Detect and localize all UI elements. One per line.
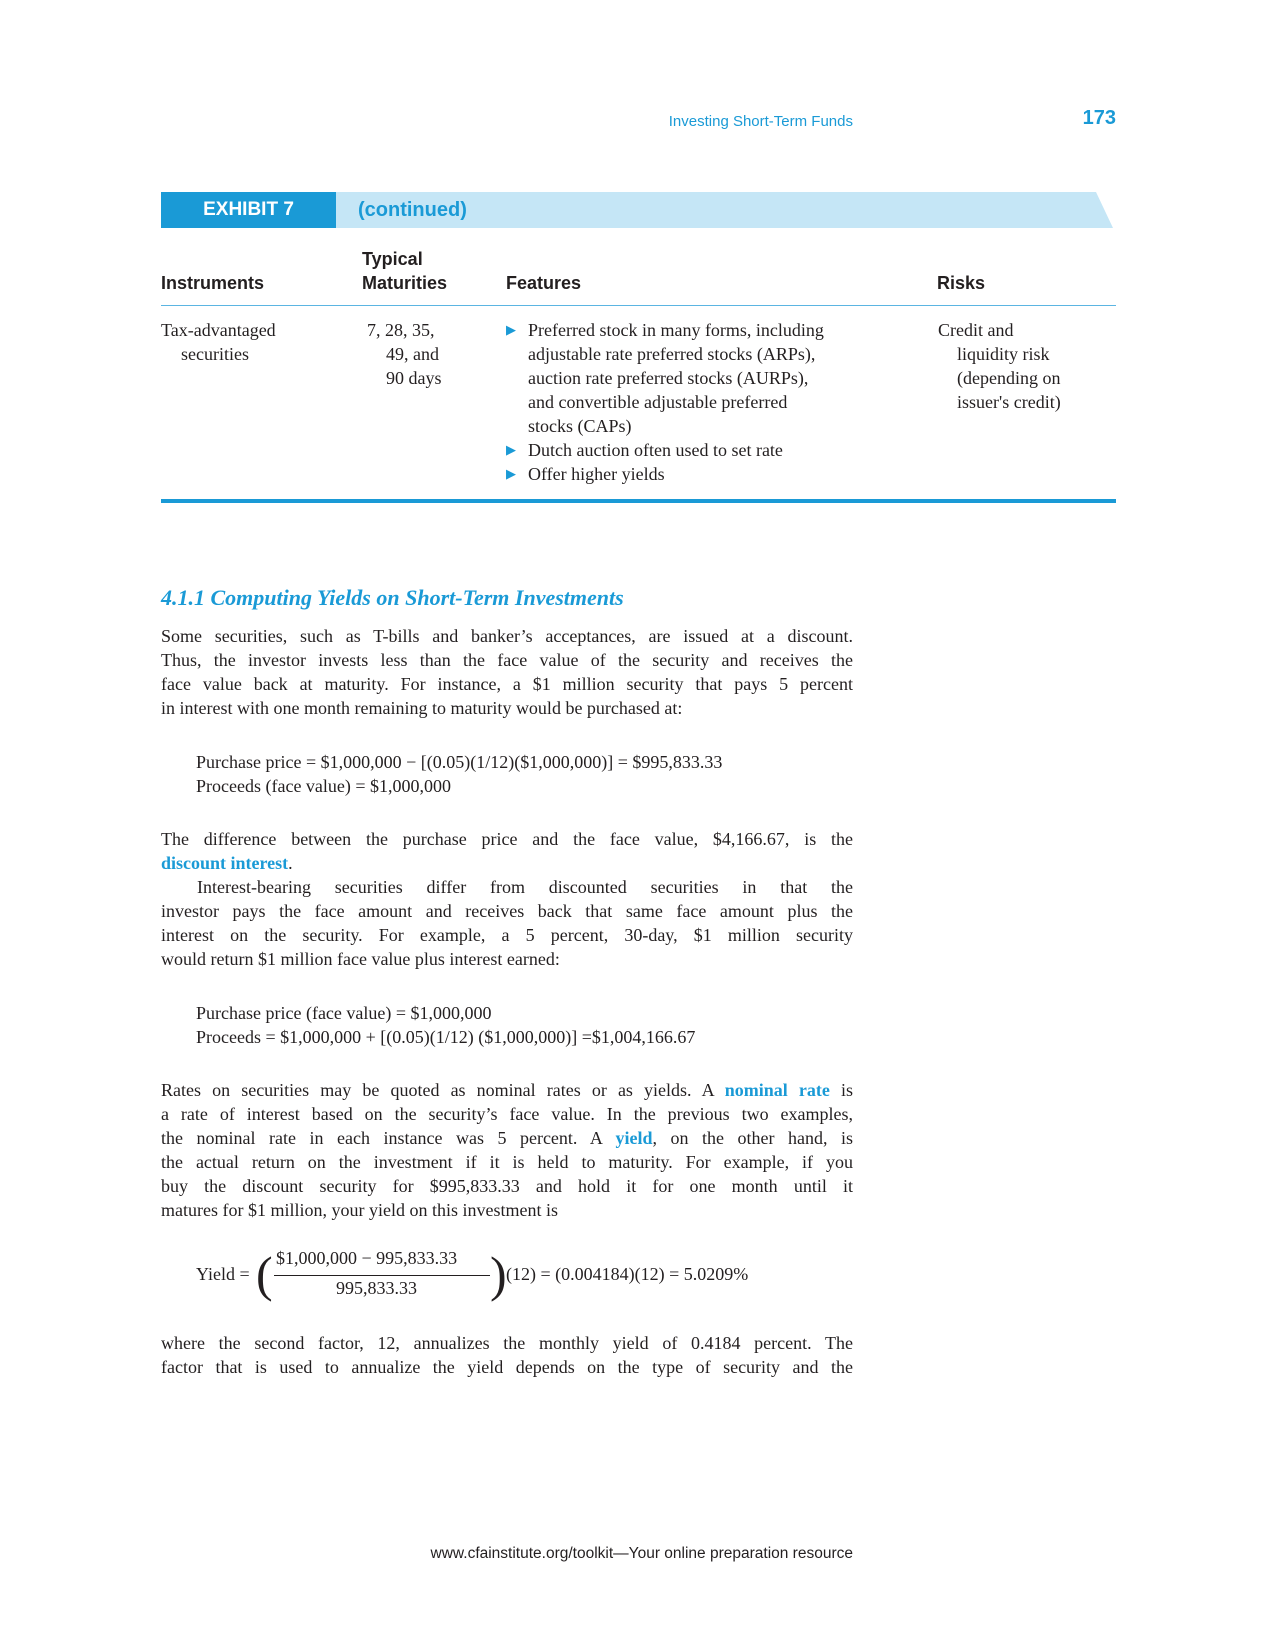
- cell-risks: [938, 318, 1061, 414]
- keyword-yield: yield: [615, 1128, 653, 1148]
- left-paren: (: [256, 1246, 273, 1302]
- text-line: where the second factor, 12, annualizes the monthly yield of 0.4184 percent. The: [161, 1333, 853, 1353]
- col-header-features: Features: [506, 273, 582, 293]
- risk-line: (depending on: [957, 368, 1061, 388]
- equation-purchase-price-face: Purchase price (face value) = $1,000,000: [196, 1003, 492, 1023]
- table-bottom-rule: [161, 499, 1116, 503]
- feature-line: and convertible adjustable preferred: [528, 392, 788, 412]
- col-header-maturities: [362, 247, 447, 295]
- text-line: Thus, the investor invests less than the face value of the security and receives the: [161, 650, 853, 670]
- text-line: investor pays the face amount and receives back that same face amount plus the: [161, 901, 853, 921]
- text-line: the actual return on the investment if it is held to maturity. For example, if you: [161, 1152, 853, 1172]
- text-line: a rate of interest based on the security’s face value. In the previous two examples,: [161, 1104, 853, 1124]
- fraction-bar: [274, 1275, 490, 1276]
- cell-maturities: [367, 318, 442, 390]
- text-fragment: , on the other hand, is: [652, 1128, 853, 1148]
- paragraph-2: [161, 827, 853, 875]
- instrument-line: Tax-advantaged: [161, 320, 276, 340]
- text-line: [161, 851, 853, 875]
- text-line: buy the discount security for $995,833.33 and hold it for one month until it: [161, 1176, 853, 1196]
- text-line: factor that is used to annualize the yield depends on the type of security and the: [161, 1357, 853, 1377]
- feature-line: Dutch auction often used to set rate: [528, 440, 783, 460]
- bullet-triangle-icon: ▶: [506, 442, 516, 457]
- text-line: would return $1 million face value plus interest earned:: [161, 949, 560, 969]
- yield-numerator: $1,000,000 − 995,833.33: [276, 1248, 458, 1268]
- text-line: matures for $1 million, your yield on this investment is: [161, 1200, 558, 1220]
- feature-line: stocks (CAPs): [528, 416, 632, 436]
- running-head: Investing Short-Term Funds: [668, 113, 853, 130]
- text-line: [161, 1126, 853, 1150]
- feature-line: Preferred stock in many forms, including: [528, 320, 824, 340]
- text-fragment: .: [288, 853, 293, 873]
- equation-proceeds: Proceeds (face value) = $1,000,000: [196, 776, 452, 796]
- equation-purchase-price: Purchase price = $1,000,000 − [(0.05)(1/12)($1,000,000)] = $995,833.33: [196, 752, 723, 772]
- col-header-instruments: Instruments: [161, 273, 265, 293]
- text-fragment: is: [829, 1080, 853, 1100]
- risk-line: issuer's credit): [957, 392, 1061, 412]
- feature-line: auction rate preferred stocks (AURPs),: [528, 368, 809, 388]
- text-fragment: the nominal rate in each instance was 5 percent. A: [161, 1128, 616, 1148]
- equation-proceeds-interest: Proceeds = $1,000,000 + [(0.05)(1/12) ($1,000,000)] =$1,004,166.67: [196, 1027, 696, 1047]
- right-paren: ): [490, 1246, 507, 1302]
- text-line: The difference between the purchase price and the face value, $4,166.67, is the: [161, 829, 853, 849]
- paragraph-5: [161, 1331, 853, 1379]
- keyword-discount-interest: discount interest: [161, 853, 289, 873]
- col-header-risks: Risks: [937, 273, 986, 293]
- instrument-line: securities: [181, 344, 249, 364]
- table-header-rule: [161, 305, 1116, 306]
- feature-line: Offer higher yields: [528, 464, 665, 484]
- text-line: in interest with one month remaining to maturity would be purchased at:: [161, 698, 683, 718]
- text-line: Some securities, such as T-bills and banker’s acceptances, are issued at a discount.: [161, 626, 853, 646]
- text-fragment: Rates on securities may be quoted as nominal rates or as yields. A: [161, 1080, 725, 1100]
- maturity-line: 90 days: [386, 368, 442, 388]
- exhibit-label: EXHIBIT 7: [161, 192, 336, 228]
- yield-label: Yield =: [196, 1264, 250, 1284]
- feature-bullet: [506, 462, 906, 486]
- keyword-nominal-rate: nominal rate: [724, 1080, 830, 1100]
- cell-features: [506, 318, 906, 486]
- feature-bullet: [506, 438, 906, 462]
- cell-instrument: [161, 318, 276, 366]
- bullet-triangle-icon: ▶: [506, 322, 516, 337]
- risk-line: Credit and: [938, 320, 1014, 340]
- text-line: Interest-bearing securities differ from discounted securities in that the: [197, 877, 853, 897]
- section-title: 4.1.1 Computing Yields on Short-Term Investments: [161, 585, 624, 610]
- col-header-maturities-line1: Typical: [362, 249, 423, 269]
- text-line: [161, 1078, 853, 1102]
- maturity-line: 7, 28, 35,: [367, 320, 435, 340]
- footer: www.cfainstitute.org/toolkit—Your online preparation resource: [430, 1545, 853, 1562]
- maturity-line: 49, and: [386, 344, 439, 364]
- yield-result: (12) = (0.004184)(12) = 5.0209%: [506, 1264, 749, 1284]
- text-line: face value back at maturity. For instance, a $1 million security that pays 5 percent: [161, 674, 853, 694]
- exhibit-header-bar: [161, 192, 1113, 228]
- paragraph-4: [161, 1078, 853, 1222]
- page-number: 173: [1082, 107, 1116, 129]
- col-header-maturities-line2: Maturities: [362, 273, 448, 293]
- bullet-triangle-icon: ▶: [506, 466, 516, 481]
- yield-denominator: 995,833.33: [336, 1278, 417, 1298]
- feature-line: adjustable rate preferred stocks (ARPs),: [528, 344, 816, 364]
- paragraph-1: [161, 624, 853, 720]
- risk-line: liquidity risk: [957, 344, 1050, 364]
- paragraph-3: [161, 875, 853, 971]
- text-line: interest on the security. For example, a 5 percent, 30-day, $1 million security: [161, 925, 853, 945]
- feature-bullet: [506, 318, 906, 438]
- exhibit-continued: (continued): [358, 199, 467, 221]
